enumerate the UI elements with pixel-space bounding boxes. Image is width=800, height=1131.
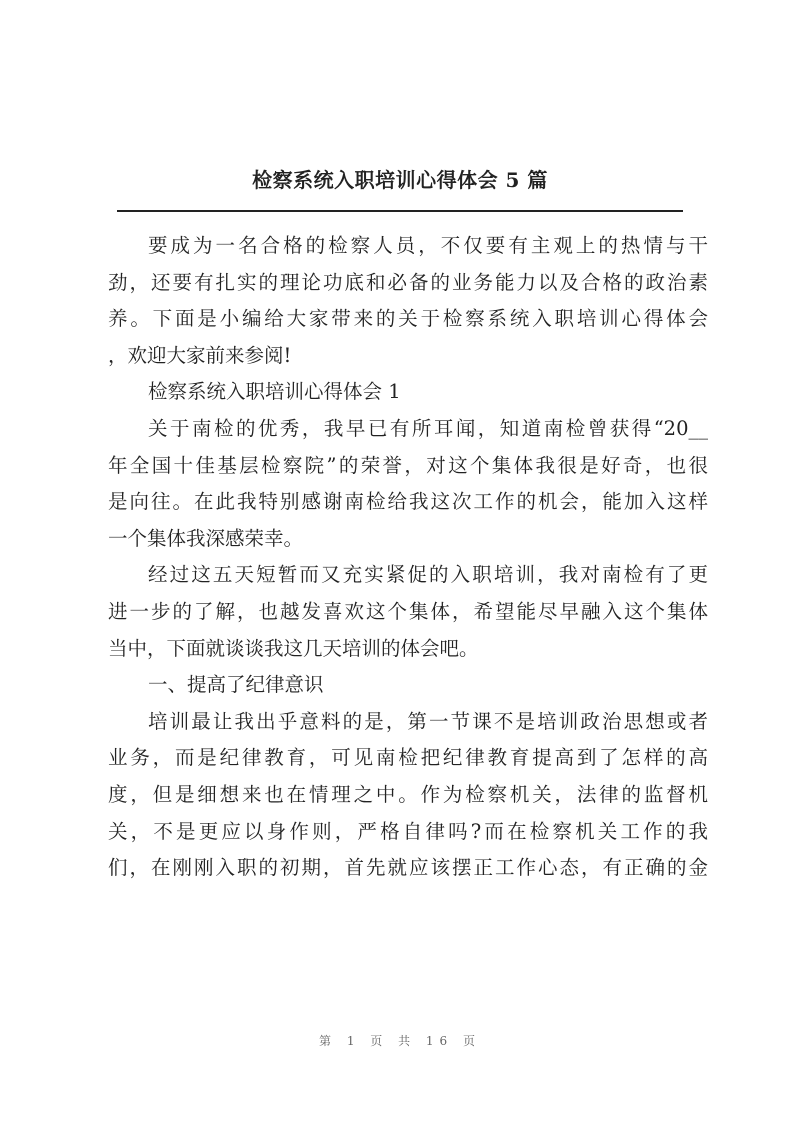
document-title: 检察系统入职培训心得体会 5 篇: [252, 168, 548, 192]
text-line: 劲，还要有扎实的理论功底和必备的业务能力以及合格的政治素: [108, 270, 708, 294]
text-line: 培训最让我出乎意料的是，第一节课不是培训政治思想或者: [148, 709, 708, 733]
text-line: 当中，下面就谈谈我这几天培训的体会吧。: [108, 636, 479, 660]
text-line: 进一步的了解，也越发喜欢这个集体，希望能尽早融入这个集体: [108, 599, 708, 623]
page-footer: 第 1 页 共 16 页: [319, 1034, 481, 1048]
section-heading: 检察系统入职培训心得体会 1: [148, 380, 401, 404]
text-line: 一个集体我深感荣幸。: [108, 526, 304, 550]
document-body: [108, 228, 708, 887]
section-heading: 一、提高了纪律意识: [148, 673, 324, 697]
text-line: 养。下面是小编给大家带来的关于检察系统入职培训心得体会: [108, 307, 708, 331]
text-line: 度，但是细想来也在情理之中。作为检察机关，法律的监督机: [108, 782, 708, 806]
title-divider: [117, 210, 683, 212]
text-line: 是向往。在此我特别感谢南检给我这次工作的机会，能加入这样: [108, 490, 708, 514]
text-line: 们，在刚刚入职的初期，首先就应该摆正工作心态，有正确的金: [108, 856, 708, 880]
text-line: 关，不是更应以身作则，严格自律吗?而在检察机关工作的我: [108, 819, 708, 843]
text-line: 关于南检的优秀，我早已有所耳闻，知道南检曾获得“20__: [148, 416, 708, 440]
text-line: ，欢迎大家前来参阅!: [108, 343, 292, 367]
text-line: 要成为一名合格的检察人员，不仅要有主观上的热情与干: [148, 234, 708, 257]
text-line: 年全国十佳基层检察院”的荣誉，对这个集体我很是好奇，也很: [108, 453, 708, 477]
text-line: 业务，而是纪律教育，可见南检把纪律教育提高到了怎样的高: [108, 746, 708, 770]
text-line: 经过这五天短暂而又充实紧促的入职培训，我对南检有了更: [148, 563, 708, 587]
